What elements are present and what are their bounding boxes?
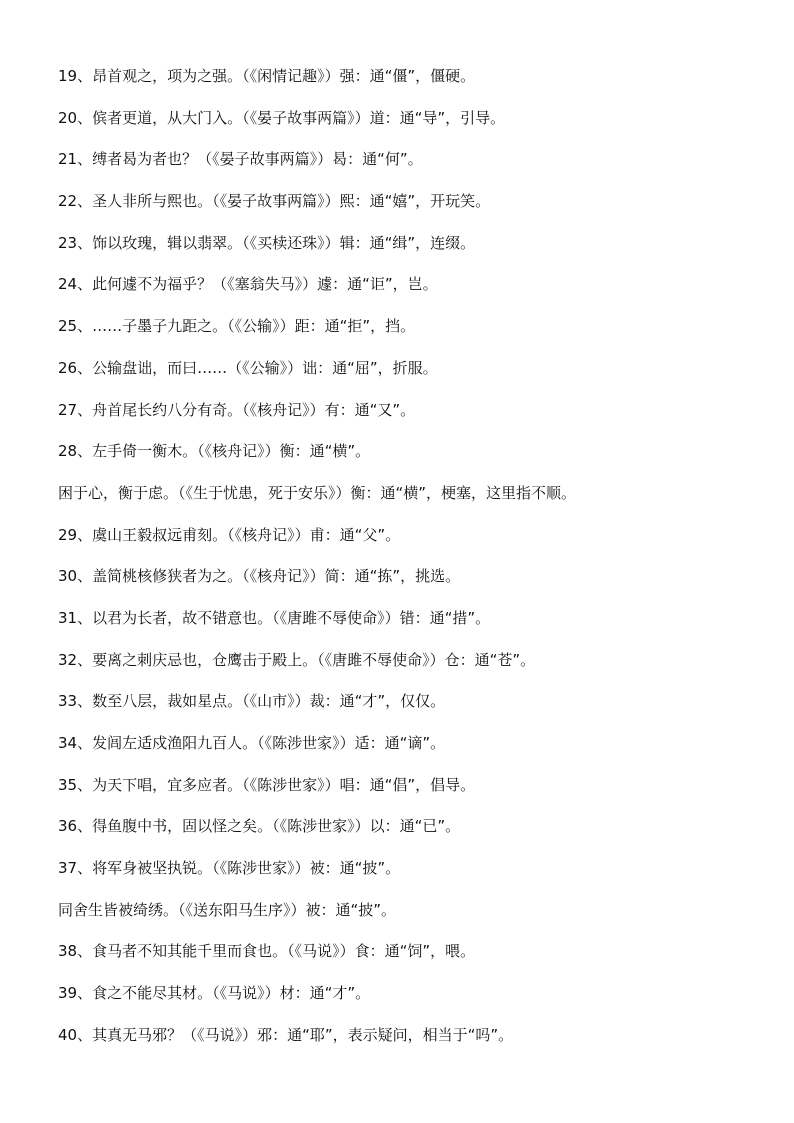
line-34: 34、发闾左适戍渔阳九百人。（《陈涉世家》）适：通“谪”。 [58,734,446,752]
line-37-supplement: 同舍生皆被绮绣。（《送东阳马生序》）被：通“披”。 [58,900,397,919]
line-20: 20、傧者更道，从大门入。（《晏子故事两篇》）道：通“导”，引导。 [58,108,506,127]
line-31: 31、以君为长者，故不错意也。（《唐雎不辱使命》）错：通“措”。 [58,608,491,627]
line-30: 30、盖简桃核修狭者为之。（《核舟记》）简：通“拣”，挑选。 [58,567,461,586]
line-32: 32、要离之刺庆忌也，仓鹰击于殿上。（《唐雎不辱使命》）仓：通“苍”。 [58,650,536,669]
line-23: 23、饰以玫瑰，辑以翡翠。（《买椟还珠》）辑：通“缉”，连缀。 [58,233,476,252]
line-24: 24、此何遽不为福乎？（《塞翁失马》）遽：通“讵”，岂。 [58,275,438,294]
line-26: 26、公输盘诎，而曰……（《公输》）诎：通“屈”，折服。 [58,358,438,377]
line-28: 28、左手倚一衡木。（《核舟记》）衡：通“横”。 [58,442,371,461]
line-33: 33、数至八层，裁如星点。（《山市》）裁：通“才”，仅仅。 [58,692,446,711]
line-39: 39、食之不能尽其材。（《马说》）材：通“才”。 [58,984,371,1003]
line-29: 29、虞山王毅叔远甫刻。（《核舟记》）甫：通“父”。 [58,525,401,544]
document-lines [58,62,778,1063]
line-36: 36、得鱼腹中书，固以怪之矣。（《陈涉世家》）以：通“已”。 [58,817,461,836]
line-22: 22、圣人非所与熙也。（《晏子故事两篇》）熙：通“嬉”，开玩笑。 [58,192,491,211]
line-19: 19、昂首观之，项为之强。（《闲情记趣》）强：通“僵”，僵硬。 [58,67,476,85]
line-35: 35、为天下唱，宜多应者。（《陈涉世家》）唱：通“倡”，倡导。 [58,775,476,794]
line-28-supplement: 困于心，衡于虑。（《生于忧患，死于安乐》）衡：通“横”，梗塞，这里指不顺。 [58,483,577,502]
line-38: 38、食马者不知其能千里而食也。（《马说》）食：通“饲”，喂。 [58,942,476,961]
line-27: 27、舟首尾长约八分有奇。（《核舟记》）有：通“又”。 [58,400,416,419]
line-40: 40、其真无马邪？（《马说》）邪：通“耶”，表示疑问，相当于“吗”。 [58,1025,514,1044]
line-37: 37、将军身被坚执锐。（《陈涉世家》）被：通“披”。 [58,859,401,878]
line-25: 25、……子墨子九距之。（《公输》）距：通“拒”，挡。 [58,317,416,336]
line-21: 21、缚者曷为者也？（《晏子故事两篇》）曷：通“何”。 [58,150,423,169]
